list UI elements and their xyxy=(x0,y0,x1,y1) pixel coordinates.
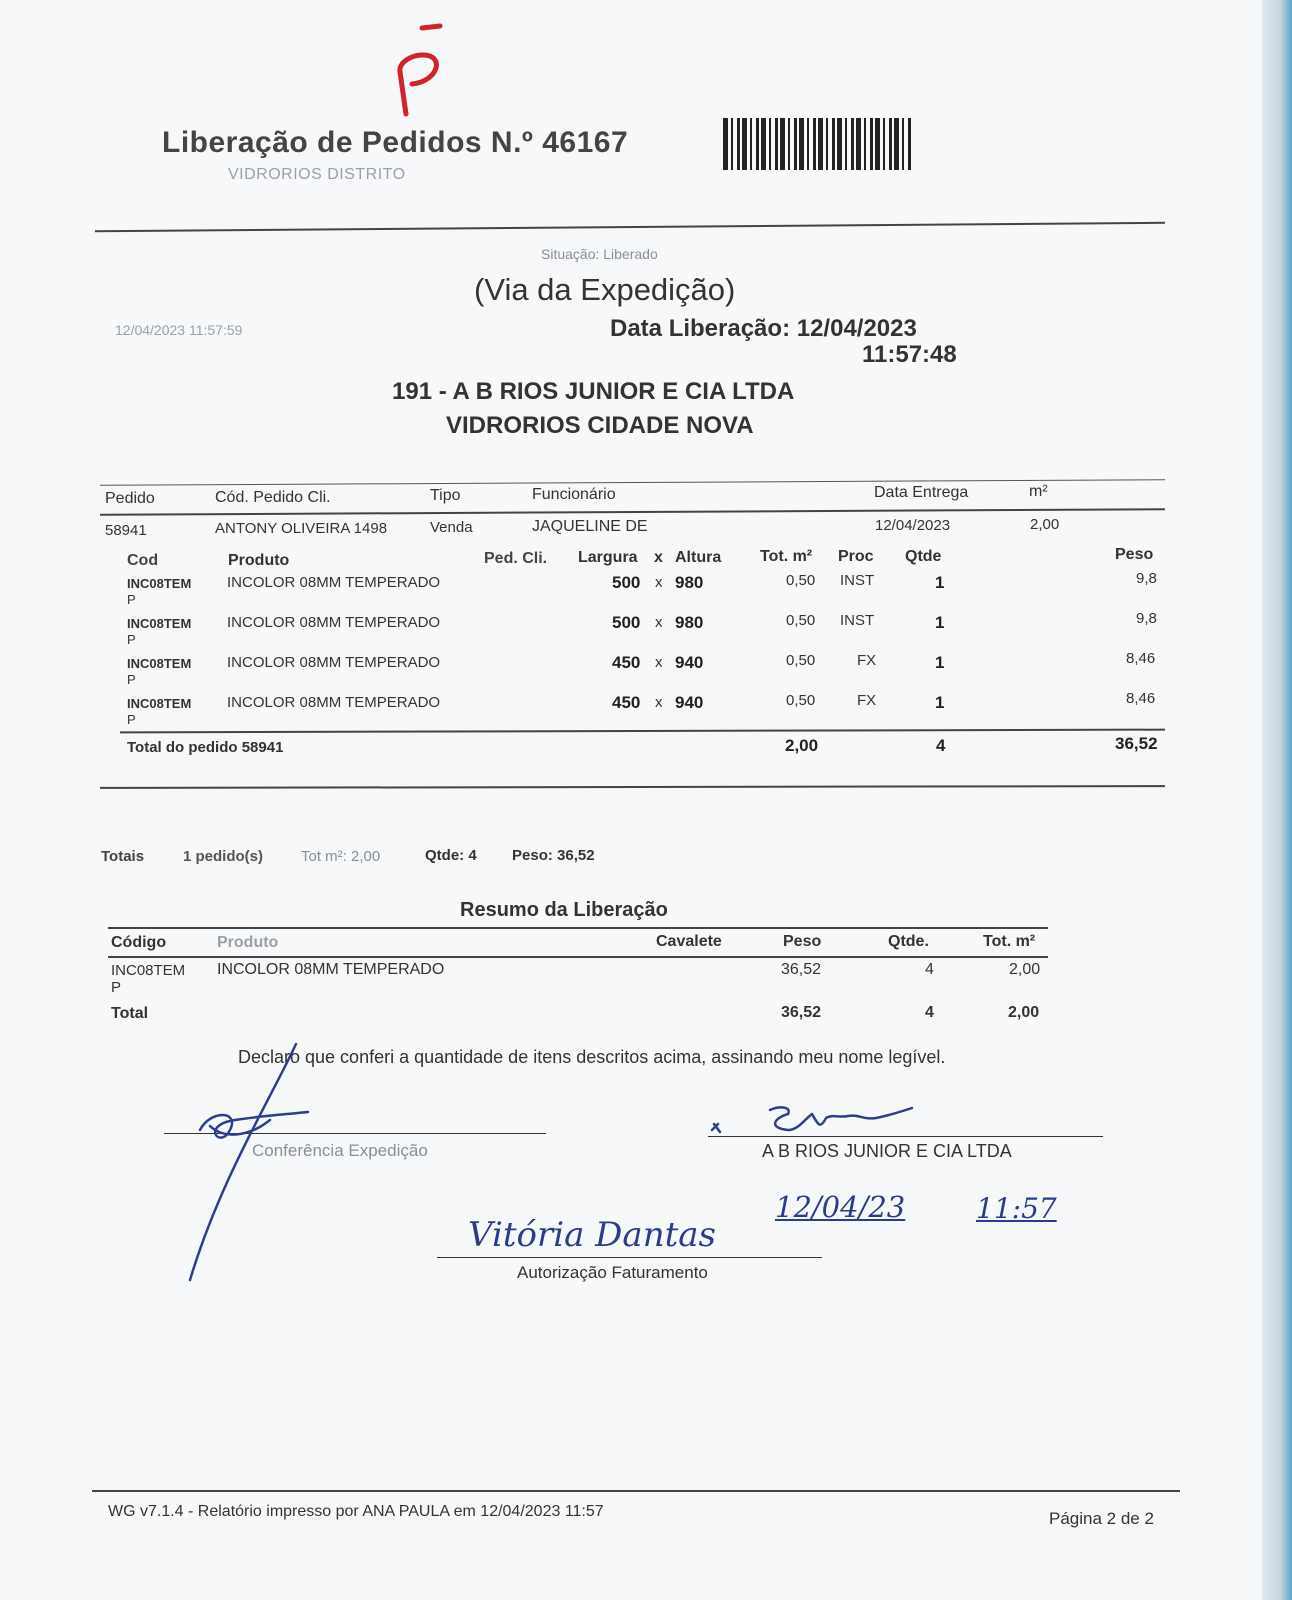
item-tot-m2: 0,50 xyxy=(786,612,816,629)
order-delivery-date: 12/04/2023 xyxy=(875,517,951,534)
via-title: (Via da Expedição) xyxy=(474,272,736,307)
item-largura: 450 xyxy=(612,653,641,672)
divider xyxy=(100,479,1165,486)
item-cod: INC08TEM xyxy=(127,616,192,631)
summary-qtde: 4 xyxy=(925,961,934,978)
item-product: INCOLOR 08MM TEMPERADO xyxy=(227,654,441,671)
order-m2: 2,00 xyxy=(1030,516,1060,533)
item-product: INCOLOR 08MM TEMPERADO xyxy=(227,614,441,631)
order-type: Venda xyxy=(430,519,473,536)
col-tot-m2: Tot. m² xyxy=(760,548,813,565)
item-tot-m2: 0,50 xyxy=(786,692,816,709)
divider xyxy=(95,222,1165,232)
handwritten-time: 11:57 xyxy=(976,1192,1057,1225)
col-ped-cli: Ped. Cli. xyxy=(484,550,548,567)
divider xyxy=(100,508,1165,516)
col-proc: Proc xyxy=(838,548,874,565)
col-altura: Altura xyxy=(675,549,722,566)
handwritten-date: 12/04/23 xyxy=(775,1190,906,1224)
col-funcionario: Funcionário xyxy=(532,486,616,503)
signature-line-bottom xyxy=(437,1257,822,1258)
item-cod: INC08TEM xyxy=(127,576,192,591)
item-product: INCOLOR 08MM TEMPERADO xyxy=(227,574,441,591)
item-largura: 500 xyxy=(612,613,641,632)
summary-cod-suffix: P xyxy=(111,979,122,996)
order-employee: JAQUELINE DE xyxy=(532,518,648,535)
document-title: Liberação de Pedidos N.º 46167 xyxy=(162,126,629,159)
divider xyxy=(108,956,1048,958)
item-product: INCOLOR 08MM TEMPERADO xyxy=(227,694,441,711)
col-tipo: Tipo xyxy=(430,487,461,504)
summary-col-produto: Produto xyxy=(217,934,279,951)
item-qtde: 1 xyxy=(935,693,945,712)
status-text: Situação: Liberado xyxy=(541,246,658,262)
item-cod: INC08TEM xyxy=(127,656,192,671)
item-cod: INC08TEM xyxy=(127,696,192,711)
item-largura: 500 xyxy=(612,573,641,592)
col-x: x xyxy=(654,549,663,566)
item-x: x xyxy=(655,654,663,671)
summary-peso: 36,52 xyxy=(781,961,822,978)
totals-label: Totais xyxy=(101,848,145,865)
release-date: Data Liberação: 12/04/2023 xyxy=(610,315,917,342)
release-time: 11:57:48 xyxy=(862,341,957,368)
order-total-m2: 2,00 xyxy=(785,736,819,755)
item-proc: FX xyxy=(857,692,877,709)
item-x: x xyxy=(655,614,663,631)
item-altura: 980 xyxy=(675,613,704,632)
item-cod-suffix: P xyxy=(127,632,136,647)
item-peso: 9,8 xyxy=(1136,570,1157,587)
item-tot-m2: 0,50 xyxy=(786,572,816,589)
order-total-qtde: 4 xyxy=(936,736,946,755)
red-p-mark xyxy=(378,22,458,122)
summary-col-m2: Tot. m² xyxy=(983,933,1036,950)
print-time: 12/04/2023 11:57:59 xyxy=(115,322,243,338)
handwritten-signature-left xyxy=(180,1040,330,1290)
col-cod: Cod xyxy=(127,552,159,569)
item-altura: 940 xyxy=(675,653,704,672)
summary-m2: 2,00 xyxy=(1009,961,1041,978)
totals-qtde: Qtde: 4 xyxy=(425,847,477,864)
col-pedido: Pedido xyxy=(105,490,155,507)
divider xyxy=(100,785,1165,789)
col-qtde: Qtde xyxy=(905,548,942,565)
summary-total-label: Total xyxy=(111,1005,149,1022)
summary-col-cavalete: Cavalete xyxy=(656,933,722,950)
company-subtitle: VIDRORIOS DISTRITO xyxy=(228,166,406,183)
order-number: 58941 xyxy=(105,522,147,539)
page-edge-shadow xyxy=(1262,0,1292,1600)
summary-col-qtde: Qtde. xyxy=(888,933,929,950)
item-peso: 8,46 xyxy=(1126,650,1156,667)
signature-label-faturamento: Autorização Faturamento xyxy=(517,1263,708,1282)
item-x: x xyxy=(655,694,663,711)
item-altura: 940 xyxy=(675,693,704,712)
col-produto: Produto xyxy=(228,552,290,569)
col-peso: Peso xyxy=(1115,546,1154,563)
divider xyxy=(108,927,1048,929)
item-largura: 450 xyxy=(612,693,641,712)
item-qtde: 1 xyxy=(935,653,945,672)
item-proc: INST xyxy=(840,612,875,629)
item-qtde: 1 xyxy=(935,613,945,632)
barcode xyxy=(723,118,913,170)
footer-divider xyxy=(92,1490,1180,1492)
signature-label-conferencia: Conferência Expedição xyxy=(252,1141,428,1160)
totals-peso: Peso: 36,52 xyxy=(512,847,595,864)
order-client-code: ANTONY OLIVEIRA 1498 xyxy=(215,520,388,537)
item-peso: 8,46 xyxy=(1126,690,1156,707)
summary-total-m2: 2,00 xyxy=(1008,1004,1040,1021)
footer-page-number: Página 2 de 2 xyxy=(1049,1509,1154,1528)
divider xyxy=(120,729,1165,734)
totals-m2: Tot m²: 2,00 xyxy=(301,848,381,865)
footer-report-info: WG v7.1.4 - Relatório impresso por ANA PAULA em 12/04/2023 11:57 xyxy=(108,1503,604,1520)
handwritten-name: Vitória Dantas xyxy=(468,1215,716,1255)
summary-col-codigo: Código xyxy=(111,934,167,951)
summary-col-peso: Peso xyxy=(783,933,822,950)
item-tot-m2: 0,50 xyxy=(786,652,816,669)
col-m2: m² xyxy=(1029,483,1048,500)
col-largura: Largura xyxy=(578,549,638,566)
handwritten-signature-right xyxy=(708,1100,928,1145)
item-peso: 9,8 xyxy=(1136,610,1157,627)
declaration-text: Declaro que conferi a quantidade de itens descritos acima, assinando meu nome legível. xyxy=(238,1047,946,1067)
summary-title: Resumo da Liberação xyxy=(460,899,668,921)
col-cod-pedido-cli: Cód. Pedido Cli. xyxy=(215,489,331,506)
item-qtde: 1 xyxy=(935,573,945,592)
summary-cod: INC08TEM xyxy=(111,962,186,979)
col-data-entrega: Data Entrega xyxy=(874,484,969,501)
item-cod-suffix: P xyxy=(127,712,136,727)
totals-orders: 1 pedido(s) xyxy=(183,848,264,865)
summary-total-qtde: 4 xyxy=(925,1004,934,1021)
order-total-label: Total do pedido 58941 xyxy=(127,739,284,756)
client-name: 191 - A B RIOS JUNIOR E CIA LTDA xyxy=(392,378,795,405)
item-x: x xyxy=(655,574,663,591)
signature-label-company: A B RIOS JUNIOR E CIA LTDA xyxy=(762,1141,1012,1161)
item-proc: INST xyxy=(840,572,875,589)
item-cod-suffix: P xyxy=(127,592,136,607)
item-cod-suffix: P xyxy=(127,672,136,687)
item-proc: FX xyxy=(857,652,877,669)
item-altura: 980 xyxy=(675,573,704,592)
order-total-peso: 36,52 xyxy=(1115,734,1158,753)
summary-total-peso: 36,52 xyxy=(781,1004,822,1021)
summary-product: INCOLOR 08MM TEMPERADO xyxy=(217,961,445,978)
client-branch: VIDRORIOS CIDADE NOVA xyxy=(446,412,754,439)
